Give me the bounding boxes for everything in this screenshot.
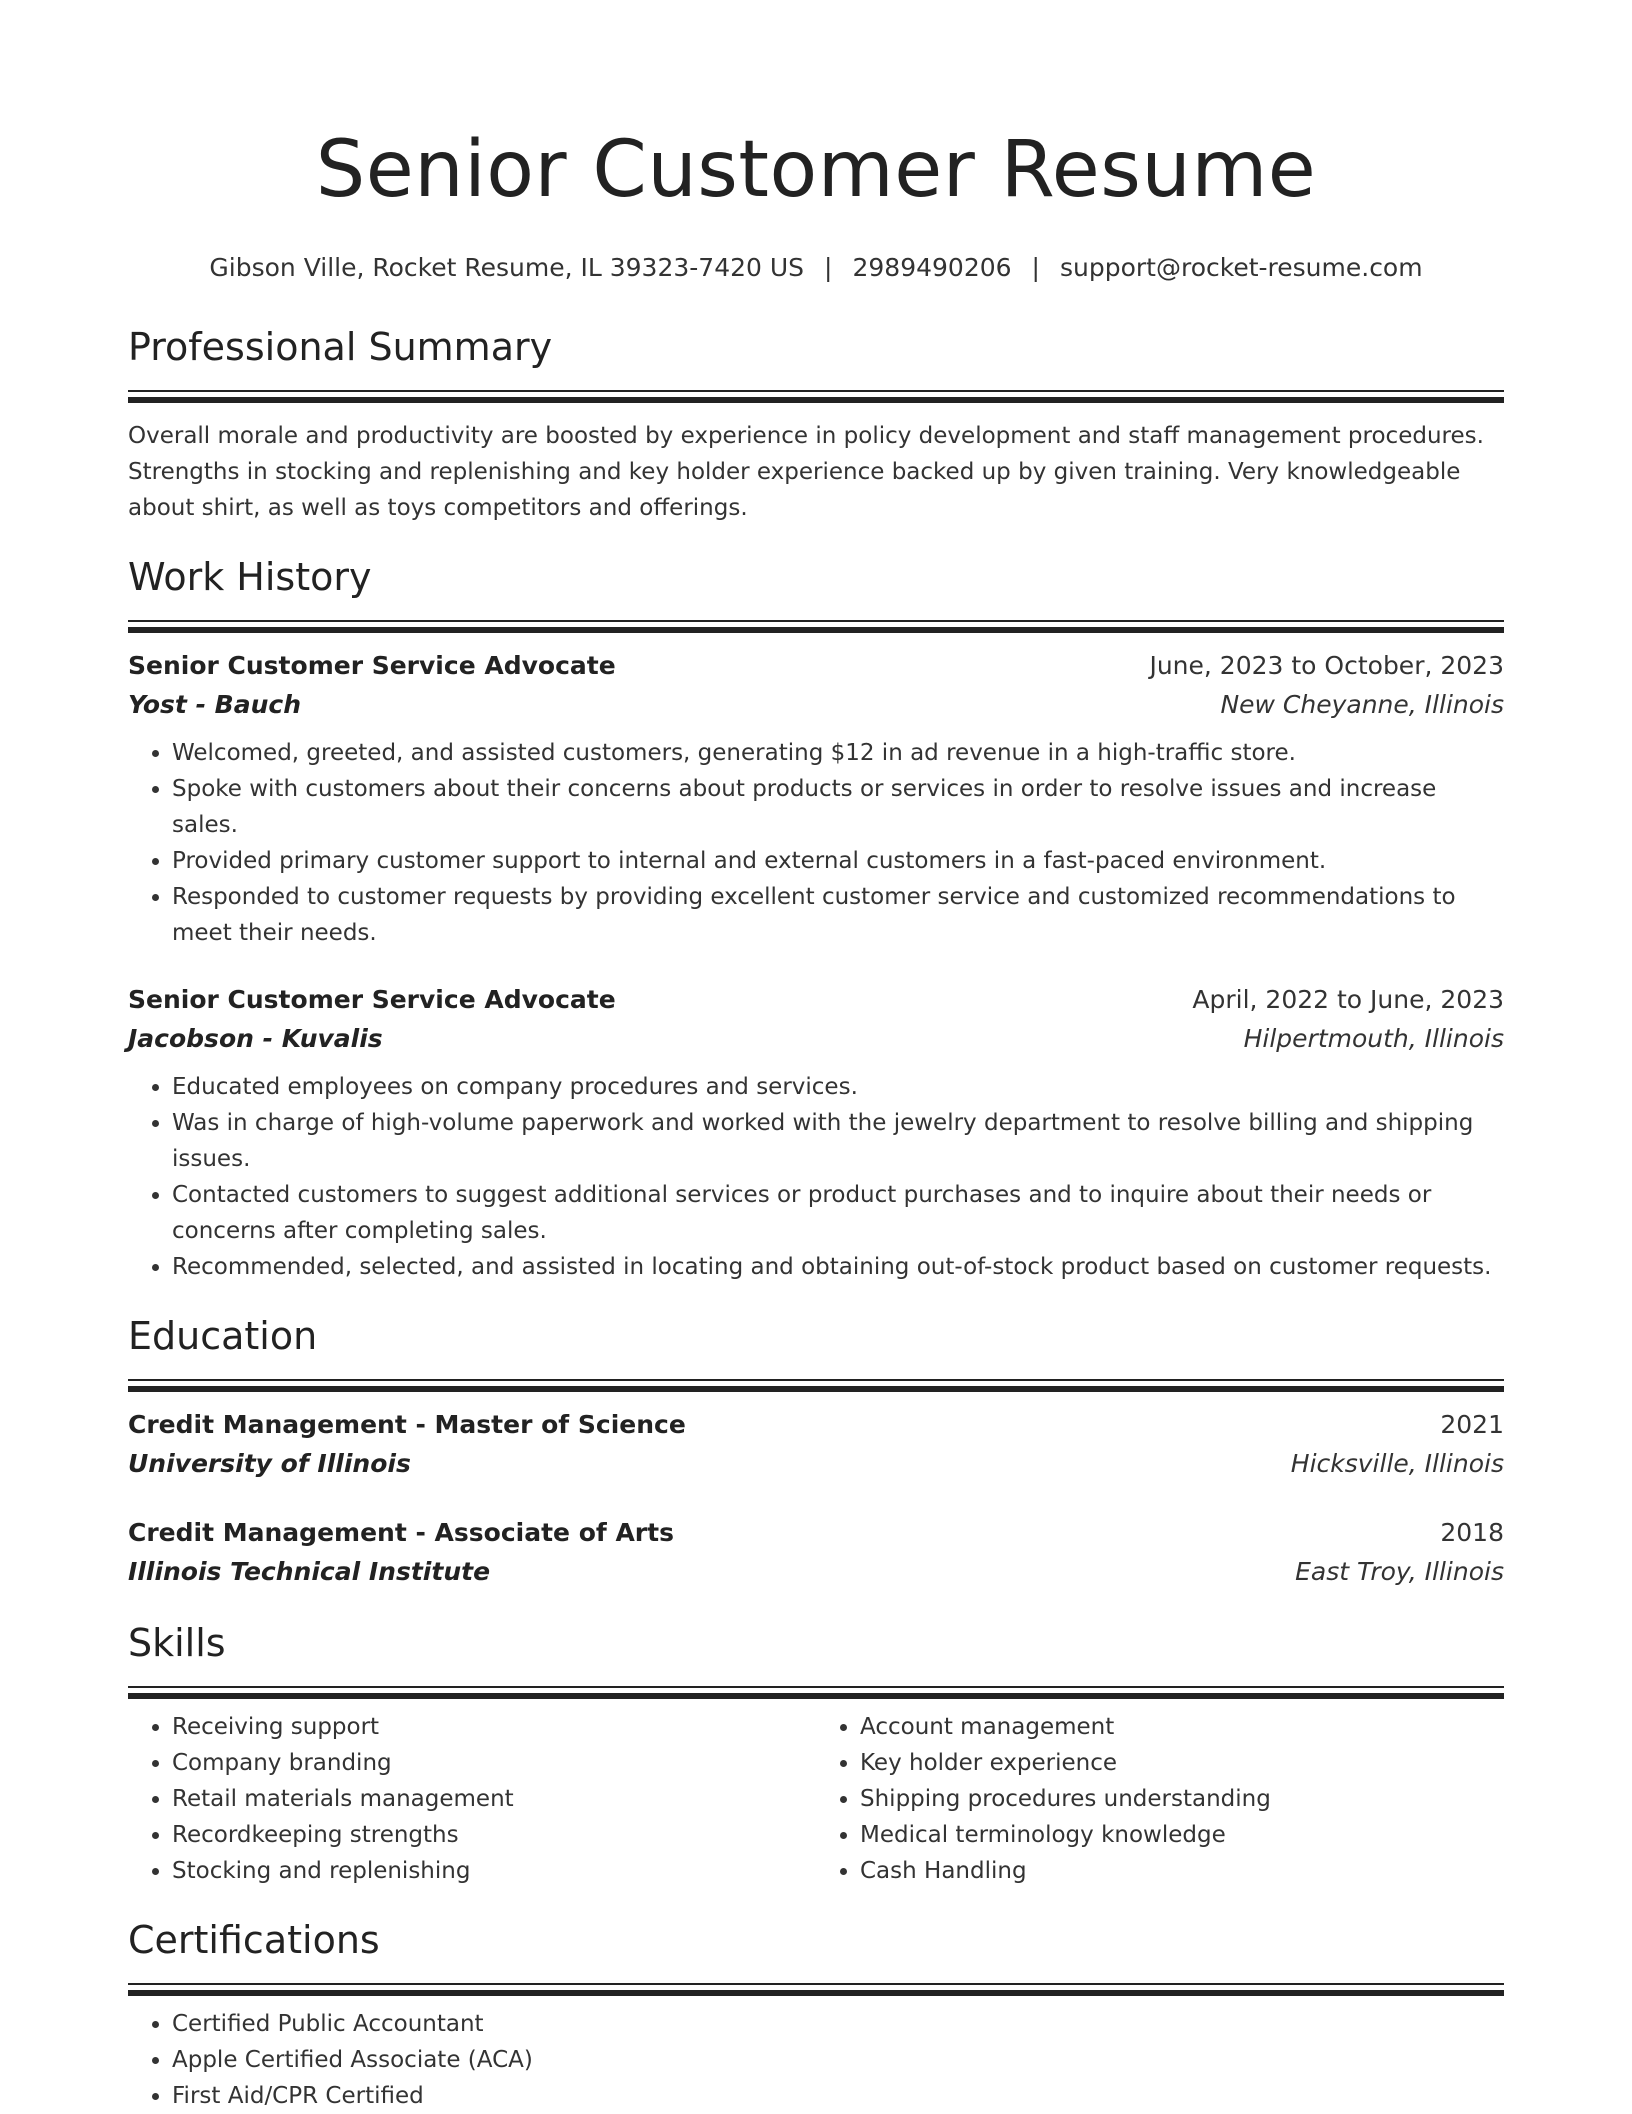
job-company: Jacobson - Kuvalis — [128, 1024, 383, 1053]
job-company: Yost - Bauch — [128, 690, 302, 719]
education-school: Illinois Technical Institute — [128, 1557, 491, 1586]
contact-email: support@rocket-resume.com — [1059, 253, 1423, 282]
skills-list — [816, 1709, 1504, 1889]
job-dates: June, 2023 to October, 2023 — [1149, 651, 1504, 680]
skill-item: • Company branding — [172, 1745, 816, 1781]
skill-item: • Medical terminology knowledge — [860, 1817, 1504, 1853]
job-bullet: • Welcomed, greeted, and assisted customers, generating $12 in ad revenue in a high-traffic store. — [172, 735, 1504, 771]
skill-item: • Account management — [860, 1709, 1504, 1745]
education-degree: Credit Management - Associate of Arts — [128, 1518, 674, 1547]
section-divider — [128, 620, 1504, 633]
education-section — [128, 1311, 1504, 1592]
resume-name: Senior Customer Resume — [315, 125, 1317, 215]
section-divider — [128, 1686, 1504, 1699]
skill-item: • Cash Handling — [860, 1853, 1504, 1889]
education-location: Hicksville, Illinois — [1290, 1449, 1504, 1478]
education-school: University of Illinois — [128, 1449, 411, 1478]
job-title: Senior Customer Service Advocate — [128, 985, 616, 1014]
contact-separator: | — [1031, 253, 1040, 282]
job-title: Senior Customer Service Advocate — [128, 651, 616, 680]
section-divider — [128, 390, 1504, 403]
job-bullet: • Recommended, selected, and assisted in locating and obtaining out-of-stock product based on customer requests. — [172, 1249, 1504, 1285]
skill-item: • Recordkeeping strengths — [172, 1817, 816, 1853]
section-title-summary: Professional Summary — [128, 325, 553, 369]
certification-item: • First Aid/CPR Certified — [172, 2078, 1504, 2114]
job-bullet: • Spoke with customers about their concerns about products or services in order to resolve issues and increase sales. — [172, 771, 1504, 843]
summary-text: Overall morale and productivity are boosted by experience in policy development and staff management procedures. Strengths in stocking and replenishing and key holder experience backed up by given training. Very knowledgeable about shirt, as well as toys competitors and offerings. — [128, 423, 1484, 521]
section-title-certifications: Certifications — [128, 1918, 380, 1962]
contact-line — [128, 250, 1504, 286]
section-title-education: Education — [128, 1314, 318, 1358]
section-title-skills: Skills — [128, 1621, 226, 1665]
job-bullet: • Was in charge of high-volume paperwork and worked with the jewelry department to resolve billing and shipping issues. — [172, 1105, 1504, 1177]
skills-section — [128, 1618, 1504, 1889]
job-entry — [128, 647, 1504, 951]
job-bullet: • Educated employees on company procedures and services. — [172, 1069, 1504, 1105]
skills-grid — [128, 1709, 1504, 1889]
skill-item: • Shipping procedures understanding — [860, 1781, 1504, 1817]
job-bullet: • Contacted customers to suggest additional services or product purchases and to inquire about their needs or concerns after completing sales. — [172, 1177, 1504, 1249]
job-bullet: • Responded to customer requests by providing excellent customer service and customized recommendations to meet their needs. — [172, 879, 1504, 951]
section-divider — [128, 1379, 1504, 1392]
education-year: 2021 — [1440, 1410, 1504, 1439]
skill-item: • Receiving support — [172, 1709, 816, 1745]
certification-item: • Apple Certified Associate (ACA) — [172, 2042, 1504, 2078]
skills-column-left — [128, 1709, 816, 1889]
certification-item: • Certified Public Accountant — [172, 2006, 1504, 2042]
job-location: New Cheyanne, Illinois — [1220, 690, 1504, 719]
contact-phone: 2989490206 — [852, 253, 1012, 282]
education-year: 2018 — [1440, 1518, 1504, 1547]
certifications-section — [128, 1915, 1504, 2114]
skill-item: • Key holder experience — [860, 1745, 1504, 1781]
education-entry — [128, 1406, 1504, 1484]
education-degree: Credit Management - Master of Science — [128, 1410, 686, 1439]
job-bullets — [128, 735, 1504, 951]
job-bullets — [128, 1069, 1504, 1285]
summary-section — [128, 322, 1504, 526]
contact-address: Gibson Ville, Rocket Resume, IL 39323-7420 US — [209, 253, 805, 282]
skills-list — [128, 1709, 816, 1889]
section-title-work-history: Work History — [128, 555, 372, 599]
skills-column-right — [816, 1709, 1504, 1889]
job-entry — [128, 981, 1504, 1285]
job-bullet: • Provided primary customer support to internal and external customers in a fast-paced environment. — [172, 843, 1504, 879]
certifications-list — [128, 2006, 1504, 2114]
section-divider — [128, 1983, 1504, 1996]
job-location: Hilpertmouth, Illinois — [1243, 1024, 1504, 1053]
education-entry — [128, 1514, 1504, 1592]
skill-item: • Retail materials management — [172, 1781, 816, 1817]
education-location: East Troy, Illinois — [1295, 1557, 1504, 1586]
work-history-section — [128, 552, 1504, 1285]
skill-item: • Stocking and replenishing — [172, 1853, 816, 1889]
job-dates: April, 2022 to June, 2023 — [1192, 985, 1504, 1014]
contact-separator: | — [824, 253, 833, 282]
